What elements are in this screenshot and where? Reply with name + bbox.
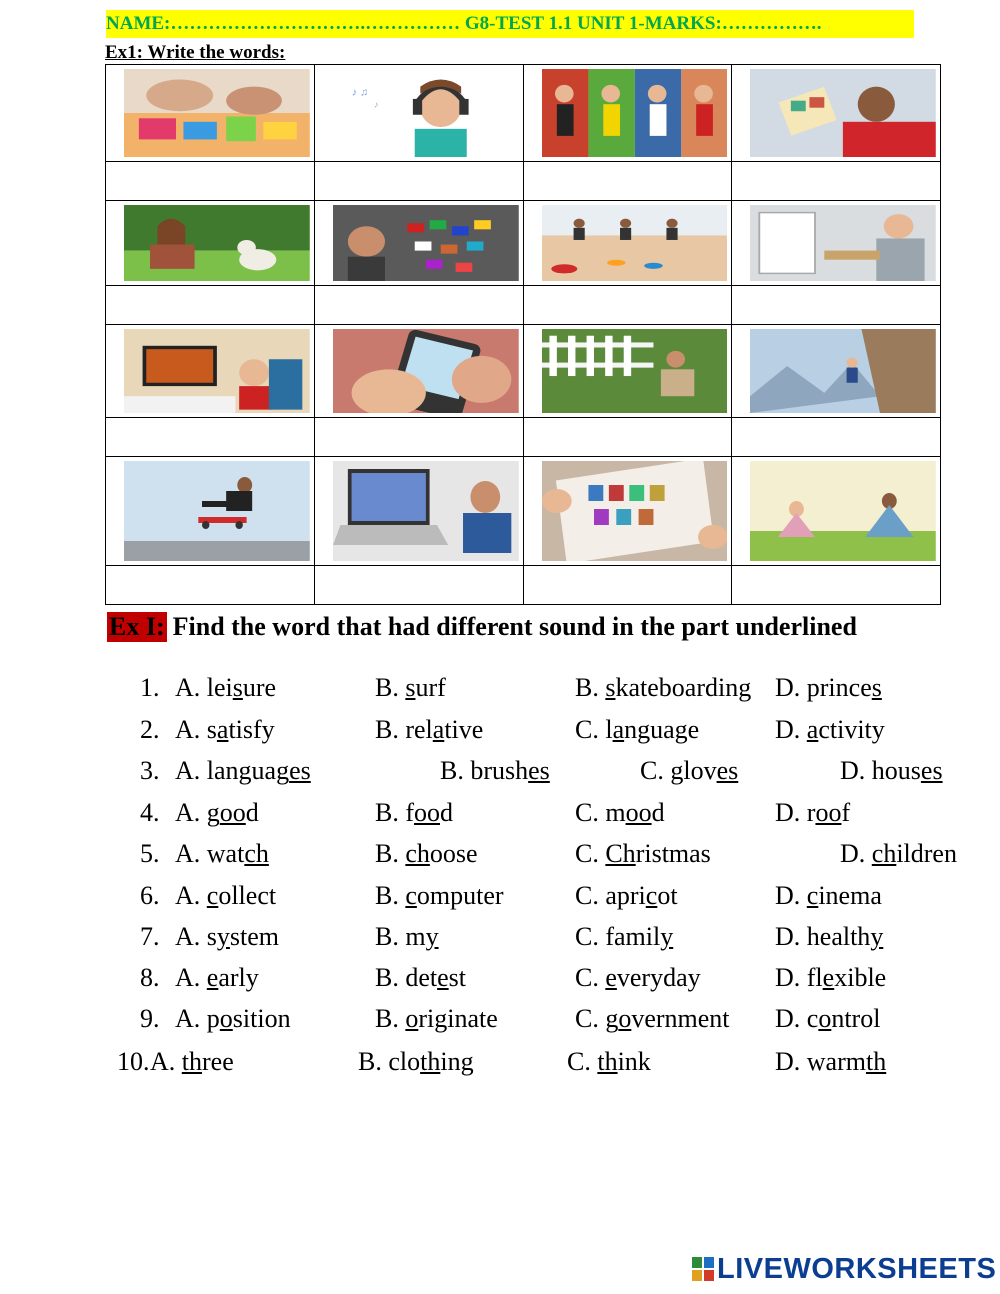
picture-cell [106, 201, 315, 285]
mountain-climbing-picture [750, 329, 936, 413]
underlined-part: c [206, 881, 219, 910]
answer-option[interactable]: D. princes [775, 673, 882, 702]
answer-option[interactable]: D. cinema [775, 881, 882, 910]
answer-cell[interactable] [732, 418, 940, 456]
picture-cell [524, 457, 733, 565]
underlined-part: y [660, 922, 674, 951]
underlined-part: e [822, 963, 835, 992]
underlined-part: o [405, 1004, 419, 1033]
answer-option[interactable]: B. surf [375, 673, 446, 702]
laptop-picture [333, 461, 519, 561]
answer-option[interactable]: A. languages [175, 756, 311, 785]
answer-option[interactable]: B. computer [375, 881, 504, 910]
answer-option[interactable]: C. everyday [575, 963, 701, 992]
underlined-part: th [865, 1047, 887, 1076]
answer-cell[interactable] [732, 566, 940, 604]
underlined-part: c [806, 881, 819, 910]
picture-cell [106, 457, 315, 565]
question-number: 6. [140, 881, 160, 910]
underlined-part: th [420, 1047, 441, 1076]
question-number: 7. [140, 922, 160, 951]
underlined-part: s [405, 673, 416, 702]
answer-option[interactable]: D. flexible [775, 963, 887, 992]
answer-option[interactable]: C. mood [575, 798, 665, 827]
answer-option[interactable]: C. family [575, 922, 674, 951]
underlined-part: oo [625, 798, 652, 827]
answer-option[interactable]: C. government [575, 1004, 730, 1033]
picture-cell [315, 201, 524, 285]
underlined-part: ch [871, 839, 897, 868]
underlined-part: es [528, 756, 550, 785]
answer-option[interactable]: C. Christmas [575, 839, 711, 868]
underlined-part: s [605, 673, 616, 702]
answer-cell[interactable] [106, 162, 315, 200]
diy-picture [750, 205, 936, 281]
dog-picture [124, 205, 310, 281]
exercise2-title: Find the word that had different sound in the part underlined [172, 612, 857, 641]
exercise1-title: Ex1: Write the words: [105, 42, 286, 63]
answer-option[interactable]: A. position [175, 1004, 291, 1033]
svg-text:♪: ♪ [373, 99, 379, 110]
underlined-part: Ch [605, 839, 636, 868]
underlined-part: th [181, 1047, 203, 1076]
underlined-part: e [206, 963, 219, 992]
picture-row [106, 65, 940, 161]
underlined-part: o [618, 1004, 632, 1033]
underlined-part: ch [405, 839, 430, 868]
answer-option[interactable]: D. warmth [775, 1047, 887, 1076]
underlined-part: y [870, 922, 884, 951]
picture-cell [315, 65, 524, 161]
answer-cell[interactable] [524, 162, 733, 200]
answer-row [106, 565, 940, 604]
answer-option[interactable]: C. apricot [575, 881, 678, 910]
answer-option[interactable]: B. detest [375, 963, 466, 992]
stamp-collecting-picture [542, 461, 728, 561]
answer-cell[interactable] [524, 286, 733, 324]
answer-option[interactable]: A. watch [175, 839, 269, 868]
underlined-part: a [806, 715, 819, 744]
answer-cell[interactable] [106, 418, 315, 456]
answer-cell[interactable] [315, 418, 524, 456]
yoga-picture [750, 461, 936, 561]
question-number: 8. [140, 963, 160, 992]
texting-picture [333, 329, 519, 413]
answer-option[interactable]: A. good [175, 798, 259, 827]
jumping-picture [542, 205, 728, 281]
answer-option[interactable]: A. leisure [175, 673, 277, 702]
picture-row [106, 325, 940, 417]
answer-option[interactable]: A. system [175, 922, 280, 951]
picture-cell [524, 65, 733, 161]
underlined-part: a [216, 715, 229, 744]
underlined-part: th [597, 1047, 618, 1076]
liveworksheets-logo [692, 1252, 996, 1286]
picture-row [106, 201, 940, 285]
question-number: 5. [140, 839, 160, 868]
answer-cell[interactable] [732, 286, 940, 324]
answer-option[interactable]: B. clothing [358, 1047, 474, 1076]
fence-painting-picture [542, 329, 728, 413]
underlined-part: y [425, 922, 439, 951]
question-number: 4. [140, 798, 160, 827]
picture-cell [732, 325, 940, 417]
answer-option[interactable]: C. gloves [640, 756, 739, 785]
answer-option[interactable]: B. originate [375, 1004, 498, 1033]
answer-option[interactable]: D. activity [775, 715, 885, 744]
picture-cell [524, 325, 733, 417]
underlined-part: e [437, 963, 449, 992]
answer-option[interactable]: B. brushes [440, 756, 550, 785]
answer-option[interactable]: B. relative [375, 715, 484, 744]
logo-text: LIVEWORKSHEETS [717, 1252, 997, 1285]
answer-option[interactable]: A. collect [175, 881, 277, 910]
learning-languages-picture [333, 205, 519, 281]
underlined-part: oo [815, 798, 842, 827]
answer-cell[interactable] [732, 162, 940, 200]
worksheet-header: NAME:………………………….…………… G8-TEST 1.1 UNIT 1-MARKS:……………. [106, 10, 914, 38]
listening-music-picture [333, 69, 519, 157]
skateboarding-picture [124, 461, 310, 561]
underlined-part: a [612, 715, 625, 744]
underlined-part: c [405, 881, 417, 910]
answer-cell[interactable] [106, 286, 315, 324]
answer-option[interactable]: D. healthy [775, 922, 884, 951]
answer-option[interactable]: B. my [375, 922, 439, 951]
picture-cell [315, 325, 524, 417]
underlined-part: y [216, 922, 230, 951]
underlined-part: oo [219, 798, 246, 827]
underlined-part: s [871, 673, 882, 702]
answer-row [106, 417, 940, 457]
answer-cell[interactable] [106, 566, 315, 604]
answer-option[interactable]: D. children [840, 839, 957, 868]
exercise2-label: Ex I: [109, 612, 165, 641]
computer-games-picture [124, 329, 310, 413]
underlined-part: o [818, 1004, 832, 1033]
picture-row [106, 457, 940, 565]
answer-row [106, 161, 940, 201]
question-number: 2. [140, 715, 160, 744]
answer-option[interactable]: D. roof [775, 798, 851, 827]
underlined-part: oo [414, 798, 440, 827]
liveworksheets-logo-icon [692, 1257, 714, 1281]
underlined-part: ch [244, 839, 269, 868]
underlined-part: o [219, 1004, 233, 1033]
question-number: 3. [140, 756, 160, 785]
exercise2-heading [107, 610, 857, 644]
picture-cell [524, 201, 733, 285]
underlined-part: e [605, 963, 617, 992]
answer-cell[interactable] [315, 162, 524, 200]
answer-option[interactable]: D. control [775, 1004, 881, 1033]
underlined-part: a [432, 715, 445, 744]
picture-cell [106, 65, 315, 161]
question-number: 1. [140, 673, 160, 702]
picture-cell [106, 325, 315, 417]
underlined-part: es [716, 756, 739, 785]
answer-option[interactable]: B. skateboarding [575, 673, 752, 702]
answer-cell[interactable] [524, 566, 733, 604]
answer-cell[interactable] [524, 418, 733, 456]
answer-row [106, 285, 940, 325]
picture-cell [315, 457, 524, 565]
picture-cell [732, 201, 940, 285]
answer-option[interactable]: A. satisfy [175, 715, 275, 744]
answer-option[interactable]: B. food [375, 798, 453, 827]
picture-cell [732, 65, 940, 161]
svg-text:♪ ♫: ♪ ♫ [351, 86, 369, 99]
question-number: 9. [140, 1004, 160, 1033]
question-number: 10. [117, 1047, 150, 1076]
answer-cell[interactable] [315, 566, 524, 604]
answer-option[interactable]: A. early [175, 963, 259, 992]
sports-collage-picture [542, 69, 728, 157]
exercise1-grid [105, 64, 941, 605]
answer-cell[interactable] [315, 286, 524, 324]
underlined-part: c [645, 881, 658, 910]
underlined-part: es [920, 756, 943, 785]
answer-option[interactable]: C. language [575, 715, 700, 744]
underlined-part: s [232, 673, 243, 702]
crafts-picture [124, 69, 310, 157]
answer-option[interactable]: B. choose [375, 839, 478, 868]
picture-cell [732, 457, 940, 565]
reading-picture [750, 69, 936, 157]
answer-option[interactable]: D. houses [840, 756, 943, 785]
underlined-part: es [289, 756, 311, 785]
answer-option[interactable]: C. think [567, 1047, 651, 1076]
answer-option[interactable]: A. three [150, 1047, 234, 1076]
